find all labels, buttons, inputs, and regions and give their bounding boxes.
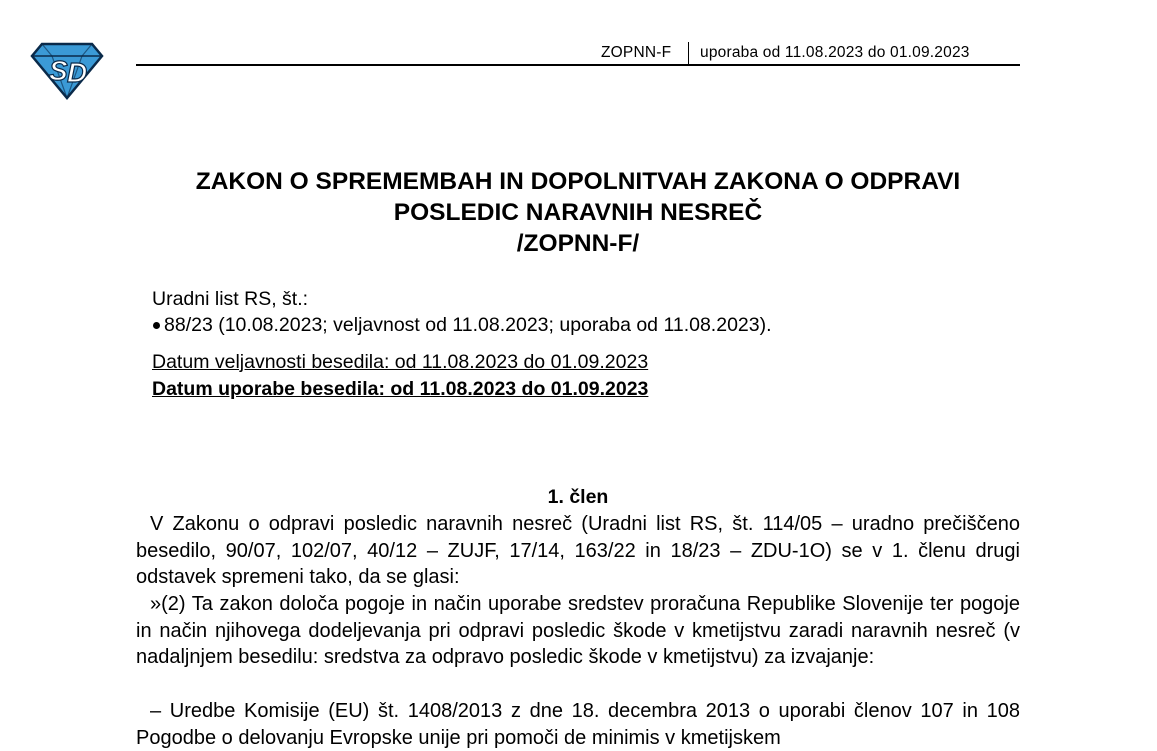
header-rule xyxy=(136,64,1020,66)
article-heading: 1. člen xyxy=(547,486,609,508)
svg-text:S: S xyxy=(49,55,68,86)
title-line-3: /ZOPNN-F/ xyxy=(516,230,640,257)
title-line-2: POSLEDIC NARAVNIH NESREČ xyxy=(393,199,763,226)
gazette-entry-row xyxy=(152,314,772,337)
validity-date: Datum veljavnosti besedila: od 11.08.2023 do 01.09.2023 xyxy=(152,351,649,373)
article-paragraph-2: »(2) Ta zakon določa pogoje in način uporabe sredstev proračuna Republike Slovenije ter pogoje in način njihovega dodeljevanja pri odpravi posledic škode v kmetijstvu zaradi naravnih nesreč (v nadaljnjem besedilu: sredstva za odpravo posledic škode v kmetijstvu) za izvajanje: xyxy=(136,593,1020,669)
header-separator xyxy=(688,42,689,64)
usage-date: Datum uporabe besedila: od 11.08.2023 do 01.09.2023 xyxy=(152,378,649,400)
bullet-icon xyxy=(153,322,160,329)
svg-text:D: D xyxy=(67,57,88,88)
title-line-1: ZAKON O SPREMEMBAH IN DOPOLNITVAH ZAKONA O ODPRAVI xyxy=(195,168,961,195)
header-document-code: ZOPNN-F xyxy=(601,44,672,61)
header-usage-period: uporaba od 11.08.2023 do 01.09.2023 xyxy=(700,44,970,61)
diamond-sd-logo-icon xyxy=(30,40,104,100)
article-paragraph-3: – Uredbe Komisije (EU) št. 1408/2013 z dne 18. decembra 2013 o uporabi členov 107 in 108 Pogodbe o delovanju Evropske unije pri pomoči de minimis v kmetijskem xyxy=(136,700,1020,749)
gazette-entry: 88/23 (10.08.2023; veljavnost od 11.08.2023; uporaba od 11.08.2023). xyxy=(164,314,772,336)
gazette-label: Uradni list RS, št.: xyxy=(152,288,309,310)
document-title xyxy=(136,166,1020,259)
article-paragraph-1: V Zakonu o odpravi posledic naravnih nesreč (Uradni list RS, št. 114/05 – uradno prečiščeno besedilo, 90/07, 102/07, 40/12 – ZUJF, 17/14, 163/22 in 18/23 – ZDU-1O) se v 1. členu drugi odstavek spremeni tako, da se glasi: xyxy=(136,513,1020,589)
